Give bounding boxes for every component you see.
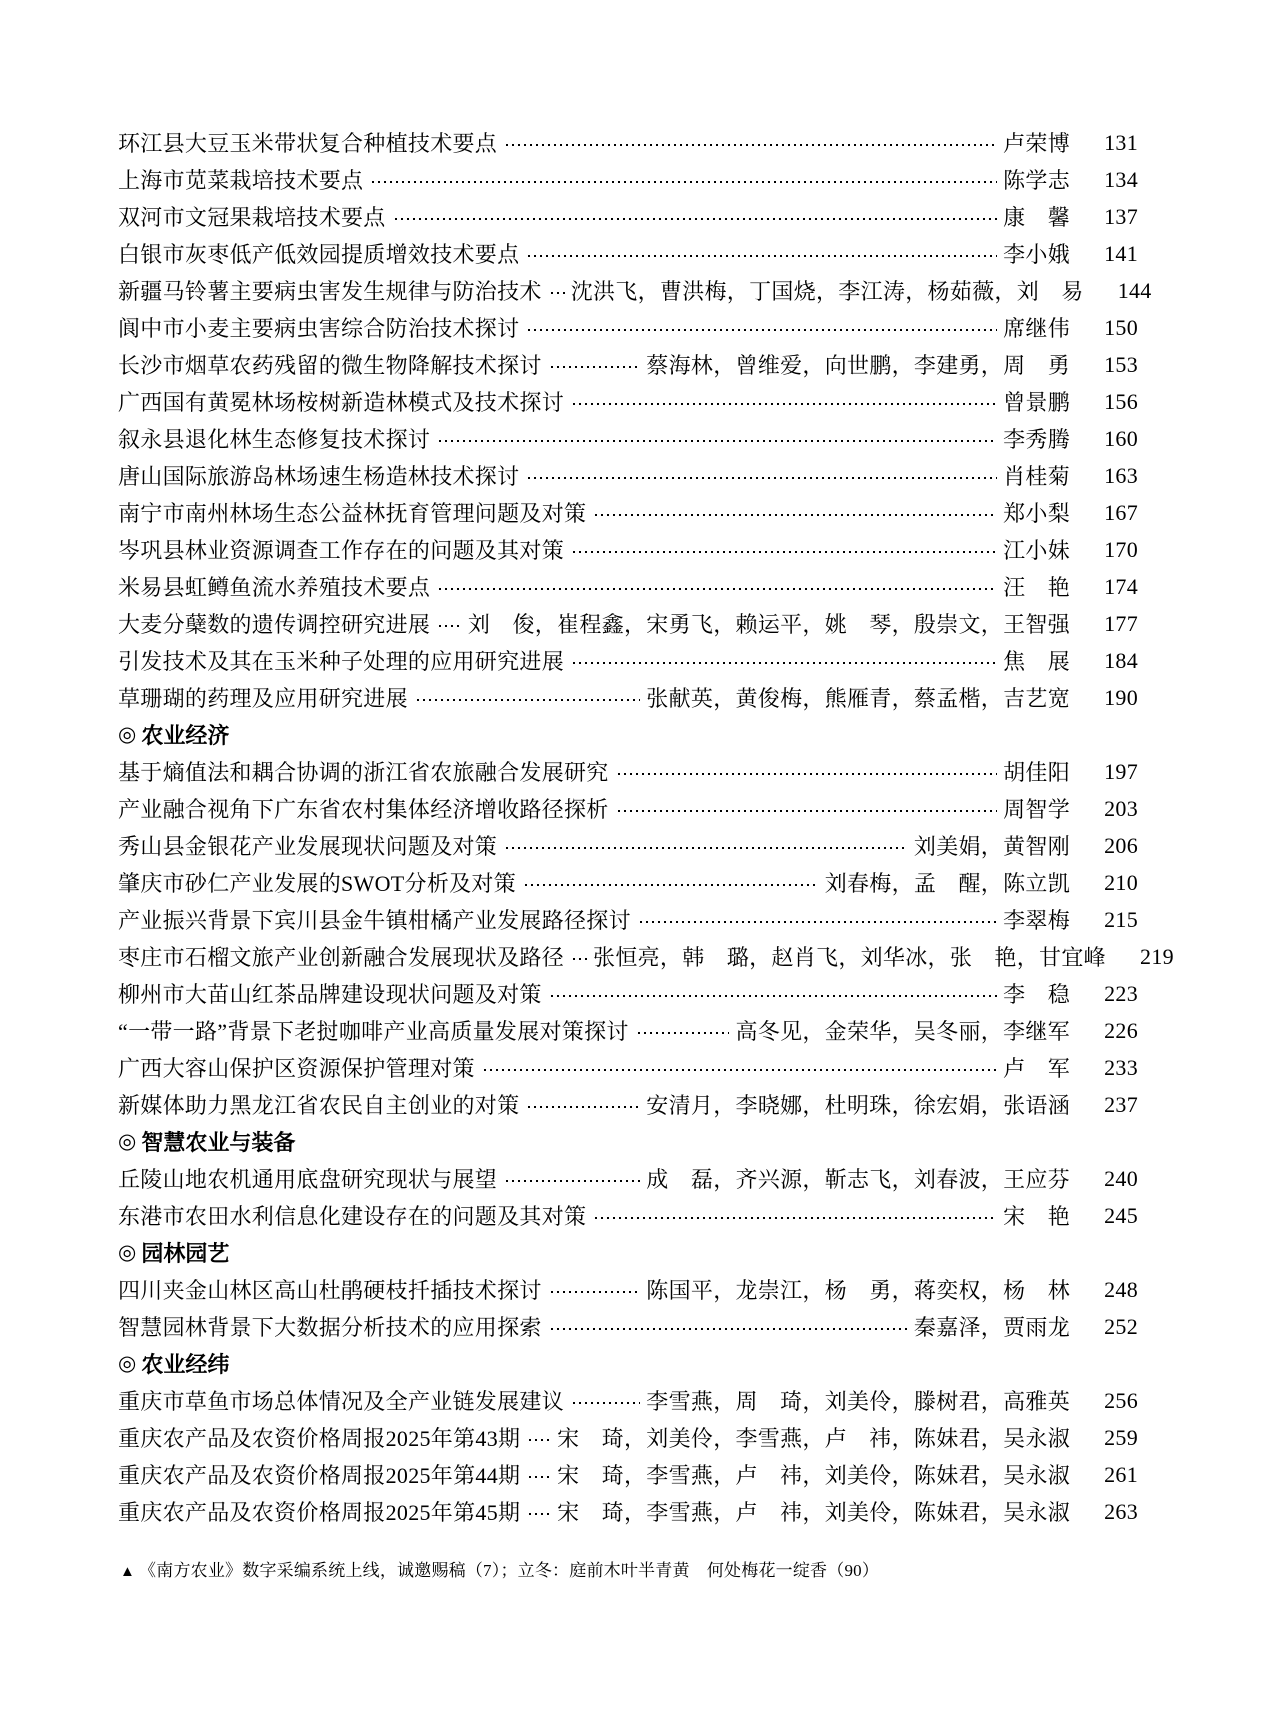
article-authors: 安清月，李晓娜，杜明珠，徐宏娟，张语涵 (646, 1093, 1070, 1118)
toc-entry (118, 1197, 1138, 1234)
article-authors: 席继伟 (1003, 316, 1070, 341)
article-title: 产业融合视角下广东省农村集体经济增收路径探析 (118, 797, 609, 822)
dot-leader (529, 1456, 551, 1493)
page-number: 210 (1104, 869, 1138, 895)
page-number: 156 (1104, 388, 1138, 414)
article-title: 叙永县退化林生态修复技术探讨 (118, 427, 431, 452)
footer-text: 《南方农业》数字采编系统上线，诚邀赐稿（7）；立冬：庭前木叶半青黄 何处梅花一绽香（90） (139, 1561, 880, 1580)
toc-entry (118, 642, 1138, 679)
toc-entry (118, 494, 1138, 531)
article-title: 引发技术及其在玉米种子处理的应用研究进展 (118, 649, 565, 674)
toc-entry (118, 1271, 1138, 1308)
toc-entry (118, 1456, 1138, 1493)
page-number: 137 (1104, 203, 1138, 229)
article-authors: 沈洪飞，曹洪梅，丁国烧，李江涛，杨茹薇，刘 易 (570, 279, 1084, 304)
page-number: 261 (1104, 1461, 1138, 1487)
article-title: 大麦分蘖数的遗传调控研究进展 (118, 612, 431, 637)
page-number: 174 (1104, 573, 1138, 599)
article-title: 广西国有黄冕林场桉树新造林模式及技术探讨 (118, 390, 565, 415)
section-marker-icon: ◎ (118, 722, 137, 746)
dot-leader (484, 1049, 997, 1086)
page-number: 203 (1104, 795, 1138, 821)
toc-entry (118, 1049, 1138, 1086)
page-number: 144 (1117, 277, 1152, 303)
dot-leader (506, 827, 908, 864)
article-title: 新疆马铃薯主要病虫害发生规律与防治技术 (118, 279, 542, 304)
toc-entry (118, 161, 1138, 198)
toc-entry (118, 124, 1138, 161)
dot-leader (551, 975, 997, 1012)
section-marker-icon: ◎ (118, 1240, 137, 1264)
dot-leader (595, 1197, 997, 1234)
article-authors: 康 馨 (1003, 205, 1070, 230)
page-number: 237 (1104, 1091, 1138, 1117)
toc-entry (118, 901, 1138, 938)
article-title: 广西大容山保护区资源保护管理对策 (118, 1056, 475, 1081)
toc-entry (118, 383, 1138, 420)
article-authors: 李翠梅 (1003, 908, 1070, 933)
dot-leader (551, 1271, 641, 1308)
toc-entry (118, 975, 1138, 1012)
page-number: 160 (1104, 425, 1138, 451)
section-marker-icon: ◎ (118, 1351, 137, 1375)
dot-leader (595, 494, 997, 531)
dot-leader (528, 235, 997, 272)
toc-entry (118, 568, 1138, 605)
article-title: 岑巩县林业资源调查工作存在的问题及其对策 (118, 538, 565, 563)
article-authors: 周智学 (1003, 797, 1070, 822)
article-authors: 成 磊，齐兴源，靳志飞，刘春波，王应芬 (646, 1167, 1070, 1192)
page-number: 134 (1104, 166, 1138, 192)
toc-entry (118, 1382, 1138, 1419)
article-title: 重庆农产品及农资价格周报2025年第44期 (118, 1463, 521, 1488)
article-authors: 宋 琦，刘美伶，李雪燕，卢 祎，陈妹君，吴永淑 (557, 1426, 1070, 1451)
toc-entry (118, 938, 1174, 975)
section-label: 智慧农业与装备 (141, 1130, 296, 1155)
dot-leader (506, 124, 997, 161)
toc-section-heading (118, 1234, 1138, 1271)
page-number: 170 (1104, 536, 1138, 562)
toc-entry (118, 420, 1138, 457)
page-number: 190 (1104, 684, 1138, 710)
dot-leader (551, 1308, 908, 1345)
dot-leader (528, 457, 997, 494)
dot-leader (529, 1419, 551, 1456)
article-title: 产业振兴背景下宾川县金牛镇柑橘产业发展路径探讨 (118, 908, 631, 933)
section-label: 农业经纬 (141, 1352, 230, 1377)
dot-leader (638, 1012, 730, 1049)
article-authors: 蔡海林，曾维爱，向世鹏，李建勇，周 勇 (646, 353, 1070, 378)
dot-leader (439, 568, 997, 605)
toc-section-heading (118, 716, 1138, 753)
toc-entry (118, 753, 1138, 790)
article-title: 白银市灰枣低产低效园提质增效技术要点 (118, 242, 520, 267)
article-title: 柳州市大苗山红茶品牌建设现状问题及对策 (118, 982, 542, 1007)
toc-entry (118, 605, 1138, 642)
article-authors: 李秀腾 (1003, 427, 1070, 452)
article-title: 东港市农田水利信息化建设存在的问题及其对策 (118, 1204, 587, 1229)
article-authors: 李小娥 (1003, 242, 1070, 267)
toc-entry (118, 1493, 1138, 1530)
dot-leader (439, 605, 462, 642)
article-title: 长沙市烟草农药残留的微生物降解技术探讨 (118, 353, 542, 378)
toc-entry (118, 790, 1138, 827)
article-authors: 李雪燕，周 琦，刘美伶，滕树君，高雅英 (646, 1389, 1070, 1414)
page-number: 177 (1104, 610, 1138, 636)
toc-section-heading (118, 1345, 1138, 1382)
article-authors: 江小妹 (1003, 538, 1070, 563)
article-title: 丘陵山地农机通用底盘研究现状与展望 (118, 1167, 498, 1192)
page-number: 163 (1104, 462, 1138, 488)
article-title: 重庆农产品及农资价格周报2025年第43期 (118, 1426, 521, 1451)
dot-leader (618, 790, 997, 827)
page-number: 219 (1140, 943, 1174, 969)
dot-leader (506, 1160, 640, 1197)
article-authors: 郑小梨 (1003, 501, 1070, 526)
dot-leader (372, 161, 997, 198)
page-number: 256 (1104, 1387, 1138, 1413)
article-title: 南宁市南州林场生态公益林抚育管理问题及对策 (118, 501, 587, 526)
dot-leader (417, 679, 640, 716)
page-number: 263 (1104, 1498, 1138, 1524)
toc-entry (118, 1160, 1138, 1197)
article-title: 上海市苋菜栽培技术要点 (118, 168, 364, 193)
article-authors: 卢荣博 (1003, 131, 1070, 156)
toc-entry (118, 864, 1138, 901)
dot-leader (439, 420, 997, 457)
article-authors: 肖桂菊 (1003, 464, 1070, 489)
article-title: 阆中市小麦主要病虫害综合防治技术探讨 (118, 316, 520, 341)
article-authors: 秦嘉泽，贾雨龙 (913, 1315, 1070, 1340)
dot-leader (573, 642, 997, 679)
dot-leader (573, 1382, 640, 1419)
article-title: “一带一路”背景下老挝咖啡产业高质量发展对策探讨 (118, 1019, 629, 1044)
article-title: 智慧园林背景下大数据分析技术的应用探索 (118, 1315, 542, 1340)
article-authors: 高冬见，金荣华，吴冬丽，李继军 (735, 1019, 1070, 1044)
dot-leader (551, 272, 565, 309)
triangle-marker-icon: ▲ (120, 1564, 136, 1580)
article-authors: 焦 展 (1003, 649, 1070, 674)
article-title: 重庆市草鱼市场总体情况及全产业链发展建议 (118, 1389, 565, 1414)
toc-entry (118, 198, 1138, 235)
toc-entry (118, 1086, 1138, 1123)
page-number: 233 (1104, 1054, 1138, 1080)
article-title: 基于熵值法和耦合协调的浙江省农旅融合发展研究 (118, 760, 609, 785)
dot-leader (528, 309, 997, 346)
page-number: 223 (1104, 980, 1138, 1006)
article-authors: 张献英，黄俊梅，熊雁青，蔡孟楷，吉艺宽 (646, 686, 1070, 711)
page-number: 240 (1104, 1165, 1138, 1191)
article-authors: 胡佳阳 (1003, 760, 1070, 785)
toc-entry (118, 827, 1138, 864)
toc-entry (118, 346, 1138, 383)
page-number: 226 (1104, 1017, 1138, 1043)
dot-leader (573, 531, 997, 568)
article-title: 环江县大豆玉米带状复合种植技术要点 (118, 131, 498, 156)
dot-leader (525, 864, 819, 901)
toc-entry (118, 1419, 1138, 1456)
toc-section-heading (118, 1123, 1138, 1160)
toc-entry (118, 309, 1138, 346)
page-number: 252 (1104, 1313, 1138, 1339)
section-label: 园林园艺 (141, 1241, 230, 1266)
dot-leader (618, 753, 997, 790)
article-title: 新媒体助力黑龙江省农民自主创业的对策 (118, 1093, 520, 1118)
article-authors: 陈国平，龙崇江，杨 勇，蒋奕权，杨 林 (646, 1278, 1070, 1303)
dot-leader (640, 901, 997, 938)
toc-entry (118, 235, 1138, 272)
dot-leader (529, 1493, 551, 1530)
section-marker-icon: ◎ (118, 1129, 137, 1153)
article-authors: 汪 艳 (1003, 575, 1070, 600)
article-authors: 刘春梅，孟 醒，陈立凯 (824, 871, 1070, 896)
page-number: 248 (1104, 1276, 1138, 1302)
dot-leader (573, 938, 587, 975)
page-number: 206 (1104, 832, 1138, 858)
article-authors: 卢 军 (1003, 1056, 1070, 1081)
toc-entry (118, 679, 1138, 716)
article-authors: 陈学志 (1003, 168, 1070, 193)
page-number: 197 (1104, 758, 1138, 784)
article-title: 双河市文冠果栽培技术要点 (118, 205, 386, 230)
page-number: 215 (1104, 906, 1138, 932)
article-title: 肇庆市砂仁产业发展的SWOT分析及对策 (118, 871, 517, 896)
toc-entry (118, 272, 1152, 309)
article-authors: 宋 琦，李雪燕，卢 祎，刘美伶，陈妹君，吴永淑 (557, 1463, 1070, 1488)
page-footer (120, 1556, 1138, 1581)
toc-entry (118, 531, 1138, 568)
article-authors: 曾景鹏 (1003, 390, 1070, 415)
article-authors: 宋 艳 (1003, 1204, 1070, 1229)
section-label: 农业经济 (141, 723, 230, 748)
page-number: 131 (1104, 129, 1138, 155)
dot-leader (551, 346, 641, 383)
toc-entry (118, 457, 1138, 494)
toc-entry (118, 1012, 1138, 1049)
article-title: 重庆农产品及农资价格周报2025年第45期 (118, 1500, 521, 1525)
article-title: 四川夹金山林区高山杜鹃硬枝扦插技术探讨 (118, 1278, 542, 1303)
article-title: 米易县虹鳟鱼流水养殖技术要点 (118, 575, 431, 600)
article-title: 草珊瑚的药理及应用研究进展 (118, 686, 408, 711)
page-number: 259 (1104, 1424, 1138, 1450)
article-authors: 张恒亮，韩 璐，赵肖飞，刘华冰，张 艳，甘宜峰 (593, 945, 1106, 970)
page-number: 141 (1104, 240, 1138, 266)
page-number: 245 (1104, 1202, 1138, 1228)
toc-entry (118, 1308, 1138, 1345)
article-authors: 刘 俊，崔程鑫，宋勇飞，赖运平，姚 琴，殷崇文，王智强 (467, 612, 1070, 637)
page-number: 153 (1104, 351, 1138, 377)
article-authors: 李 稳 (1003, 982, 1070, 1007)
dot-leader (528, 1086, 640, 1123)
article-authors: 刘美娟，黄智刚 (913, 834, 1070, 859)
article-title: 枣庄市石榴文旅产业创新融合发展现状及路径 (118, 945, 565, 970)
page-number: 184 (1104, 647, 1138, 673)
article-title: 秀山县金银花产业发展现状问题及对策 (118, 834, 498, 859)
dot-leader (395, 198, 997, 235)
article-authors: 宋 琦，李雪燕，卢 祎，刘美伶，陈妹君，吴永淑 (557, 1500, 1070, 1525)
dot-leader (573, 383, 997, 420)
page-number: 167 (1104, 499, 1138, 525)
page-number: 150 (1104, 314, 1138, 340)
article-title: 唐山国际旅游岛林场速生杨造林技术探讨 (118, 464, 520, 489)
